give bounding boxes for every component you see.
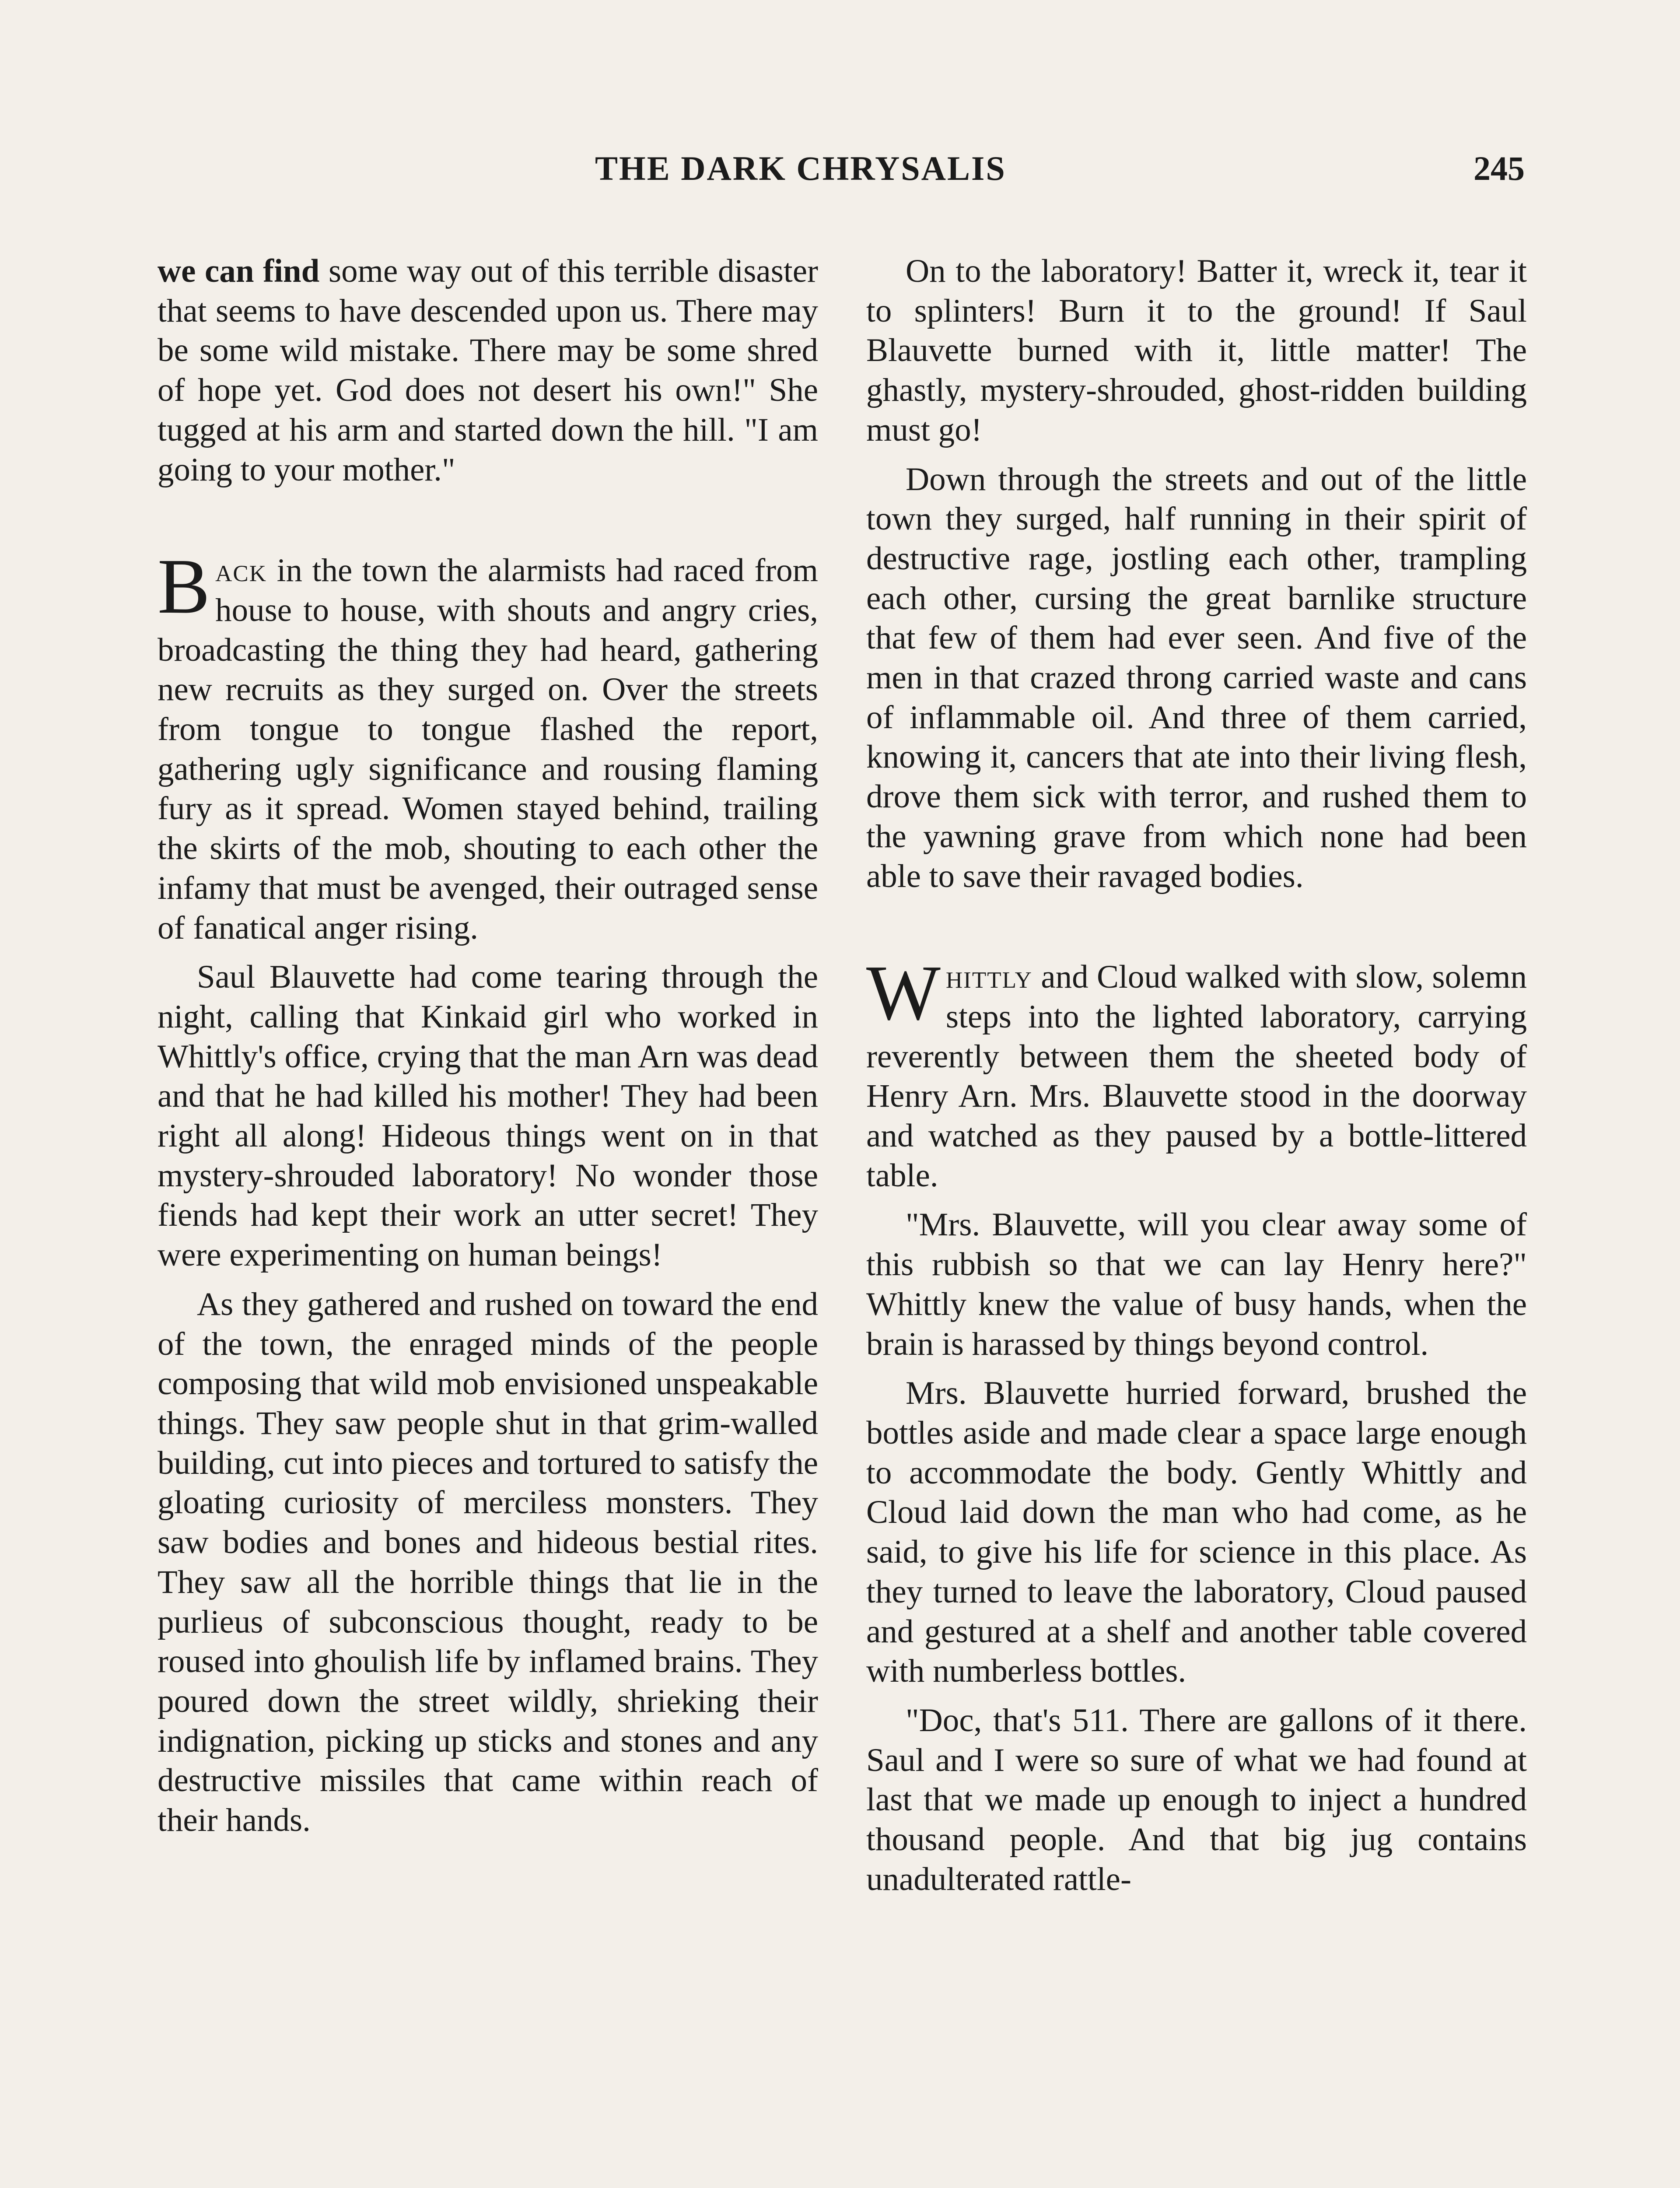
paragraph-text: in the town the alarmists had raced from house to house, with shouts and angry cries, broadcasting the thing they had heard, gathering new recruits as they surged on. Over the streets from tongue to tongue flashed the report, gathering ugly significance and rousing flaming fury as it spread. Women stayed behind, trailing the skirts of the mob, shouting to each other the infamy that must be avenged, their outraged sense of fanatical anger rising. bbox=[158, 552, 818, 946]
paragraph bbox=[158, 252, 818, 490]
small-caps-lead: hittly bbox=[945, 959, 1032, 996]
section-opening-paragraph bbox=[866, 949, 1527, 1196]
paragraph-text: some way out of this terrible disaster that seems to have descended upon us. There may be some wild mistake. There may be some shred of hope yet. God does not desert his own!" She tugged at his arm and started down the hill. "I am going to your mother." bbox=[158, 253, 818, 488]
left-column bbox=[158, 252, 818, 1841]
paragraph: On to the laboratory! Batter it, wreck it, tear it to splinters! Burn it to the ground! If Saul Blauvette burned with it, little matter! The ghastly, mystery-shrouded, ghost-ridden building must go! bbox=[866, 253, 1527, 448]
paragraph-text: and Cloud walked with slow, solemn steps into the lighted laboratory, carrying reverently between them the sheeted body of Henry Arn. Mrs. Blauvette stood in the doorway and watched as they paused by a bottle-littered table. bbox=[866, 959, 1527, 1194]
right-column bbox=[866, 252, 1527, 1899]
page-number: 245 bbox=[1474, 149, 1525, 187]
paragraph: "Mrs. Blauvette, will you clear away some of this rubbish so that we can lay Henry here?" Whittly knew the value of busy hands, when the brain is harassed by things beyond control. bbox=[866, 1206, 1527, 1362]
paragraph: Saul Blauvette had come tearing through the night, calling that Kinkaid girl who worked in Whittly's office, crying that the man Arn was dead and that he had killed his mother! They had been right all along! Hideous things went on in that mystery-shrouded laboratory! No wonder those fiends had kept their work an utter secret! They were experimenting on human beings! bbox=[158, 959, 818, 1273]
paragraph: As they gathered and rushed on toward the end of the town, the enraged minds of the people composing that wild mob envisioned unspeakable things. They saw people shut in that grim-walled building, cut into pieces and tortured to satisfy the gloating curiosity of merciless monsters. They saw bodies and bones and hideous bestial rites. They saw all the horrible things that lie in the purlieus of subconscious thought, ready to be roused into ghoulish life by inflamed brains. They poured down the street wildly, shrieking their indignation, picking up sticks and stones and any destructive missiles that came within reach of their hands. bbox=[158, 1286, 818, 1839]
paragraph-lead: we can find bbox=[158, 253, 320, 289]
paragraph: Down through the streets and out of the little town they surged, half running in their spirit of destructive rage, jostling each other, trampling each other, cursing the great barnlike structure that few of them had ever seen. And five of the men in that crazed throng carried waste and cans of inflammable oil. And three of them carried, knowing it, cancers that ate into their living flesh, drove them sick with terror, and rushed them to the yawning grave from which none had been able to save their ravaged bodies. bbox=[866, 461, 1527, 894]
section-opening-paragraph bbox=[158, 543, 818, 948]
paragraph: Mrs. Blauvette hurried forward, brushed the bottles aside and made clear a space large enough to accommodate the body. Gently Whittly and Cloud laid down the man who had come, as he said, to give his life for science in this place. As they turned to leave the laboratory, Cloud paused and gestured at a shelf and another table covered with numberless bottles. bbox=[866, 1375, 1527, 1690]
small-caps-lead: ack bbox=[215, 552, 267, 589]
drop-cap: B bbox=[158, 543, 210, 630]
paragraph: "Doc, that's 511. There are gallons of it there. Saul and I were so sure of what we had found at last that we made up enough to inject a hundred thousand people. And that big jug contains unadulterated rattle- bbox=[866, 1702, 1527, 1897]
drop-cap: W bbox=[866, 949, 941, 1037]
running-head: THE DARK CHRYSALIS bbox=[595, 149, 1006, 187]
